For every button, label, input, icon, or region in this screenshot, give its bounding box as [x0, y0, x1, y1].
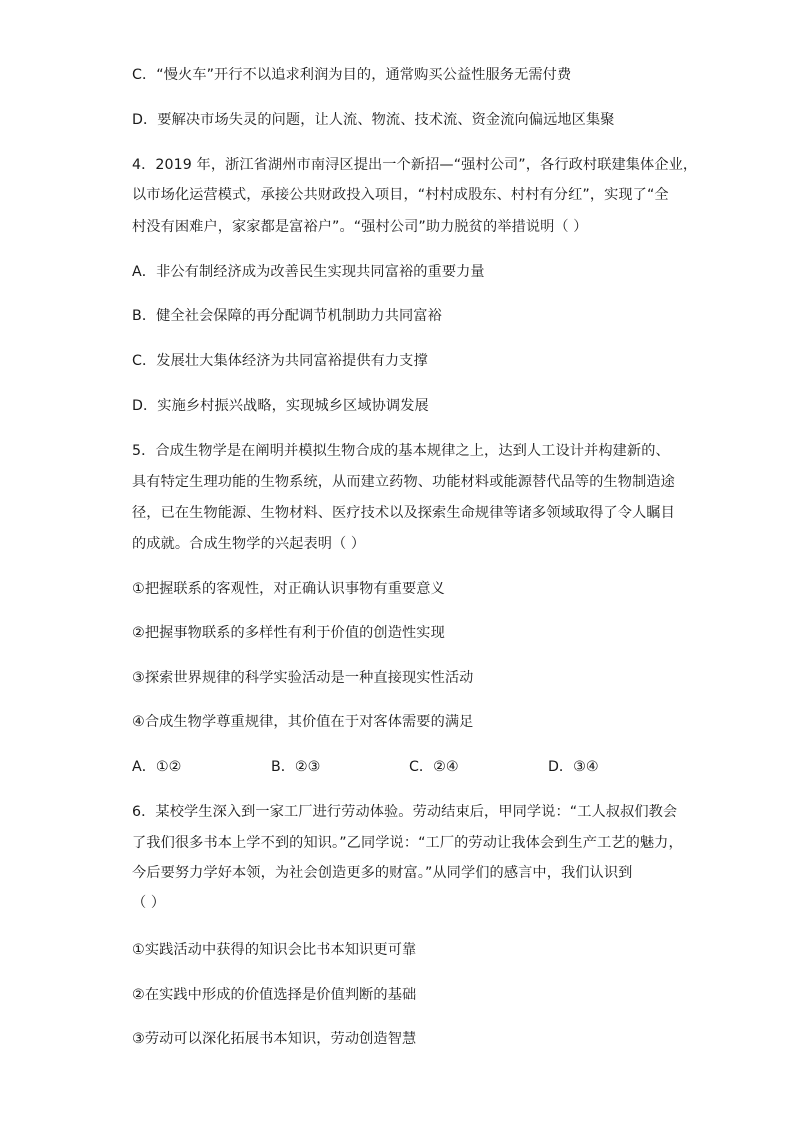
q6-statement-3: ③劳动可以深化拓展书本知识，劳动创造智慧	[132, 1031, 417, 1047]
q5-choice-c: C．②④	[409, 759, 459, 775]
q5-stem-line-1: 5．合成生物学是在阐明并模拟生物合成的基本规律之上，达到人工设计并构建新的、	[132, 443, 670, 459]
q4-option-c: C．发展壮大集体经济为共同富裕提供有力支撑	[132, 353, 428, 369]
q6-statement-2: ②在实践中形成的价值选择是价值判断的基础	[132, 987, 417, 1003]
q4-stem-line-2: 以市场化运营模式，承接公共财政投入项目，“村村成股东、村村有分红”，实现了“全	[132, 187, 669, 203]
q5-choices	[132, 757, 692, 777]
q4-option-a: A．非公有制经济成为改善民生实现共同富裕的重要力量	[132, 264, 485, 280]
q5-choice-b: B．②③	[271, 759, 321, 775]
q5-statement-4: ④合成生物学尊重规律，其价值在于对客体需要的满足	[132, 714, 474, 730]
q5-statement-3: ③探索世界规律的科学实验活动是一种直接现实性活动	[132, 670, 474, 686]
q6-stem-line-2: 了我们很多书本上学不到的知识。”乙同学说：“工厂的劳动让我体会到生产工艺的魅力，	[132, 835, 683, 851]
q3-option-d: D．要解决市场失灵的问题，让人流、物流、技术流、资金流向偏远地区集聚	[132, 112, 615, 128]
q4-option-b: B．健全社会保障的再分配调节机制助力共同富裕	[132, 308, 442, 324]
q3-option-c: C．“慢火车”开行不以追求利润为目的，通常购买公益性服务无需付费	[132, 67, 572, 83]
q6-statement-1: ①实践活动中获得的知识会比书本知识更可靠	[132, 942, 417, 958]
q4-stem-line-1: 4．2019 年，浙江省湖州市南浔区提出一个新招—“强村公司”，各行政村联建集体企业，	[132, 157, 698, 173]
q4-option-d: D．实施乡村振兴战略，实现城乡区域协调发展	[132, 398, 429, 414]
q5-choice-a: A．①②	[132, 759, 182, 775]
q5-stem-line-2: 具有特定生理功能的生物系统，从而建立药物、功能材料或能源替代品等的生物制造途	[132, 474, 675, 490]
q5-statement-2: ②把握事物联系的多样性有利于价值的创造性实现	[132, 625, 445, 641]
q6-stem-line-3: 今后要努力学好本领，为社会创造更多的财富。”从同学们的感言中，我们认识到	[132, 865, 633, 881]
q5-statement-1: ①把握联系的客观性，对正确认识事物有重要意义	[132, 581, 445, 597]
q4-stem-line-3: 村没有困难户，家家都是富裕户”。“强村公司”助力脱贫的举措说明（ ）	[132, 219, 588, 235]
q5-stem-line-3: 径，已在生物能源、生物材料、医疗技术以及探索生命规律等诸多领域取得了令人瞩目	[132, 505, 675, 521]
q6-stem-line-4: （ ）	[132, 895, 166, 911]
q5-stem-line-4: 的成就。合成生物学的兴起表明（ ）	[132, 536, 366, 552]
q6-stem-line-1: 6．某校学生深入到一家工厂进行劳动体验。劳动结束后，甲同学说：“工人叔叔们教会	[132, 804, 678, 820]
q5-choice-d: D．③④	[548, 759, 599, 775]
